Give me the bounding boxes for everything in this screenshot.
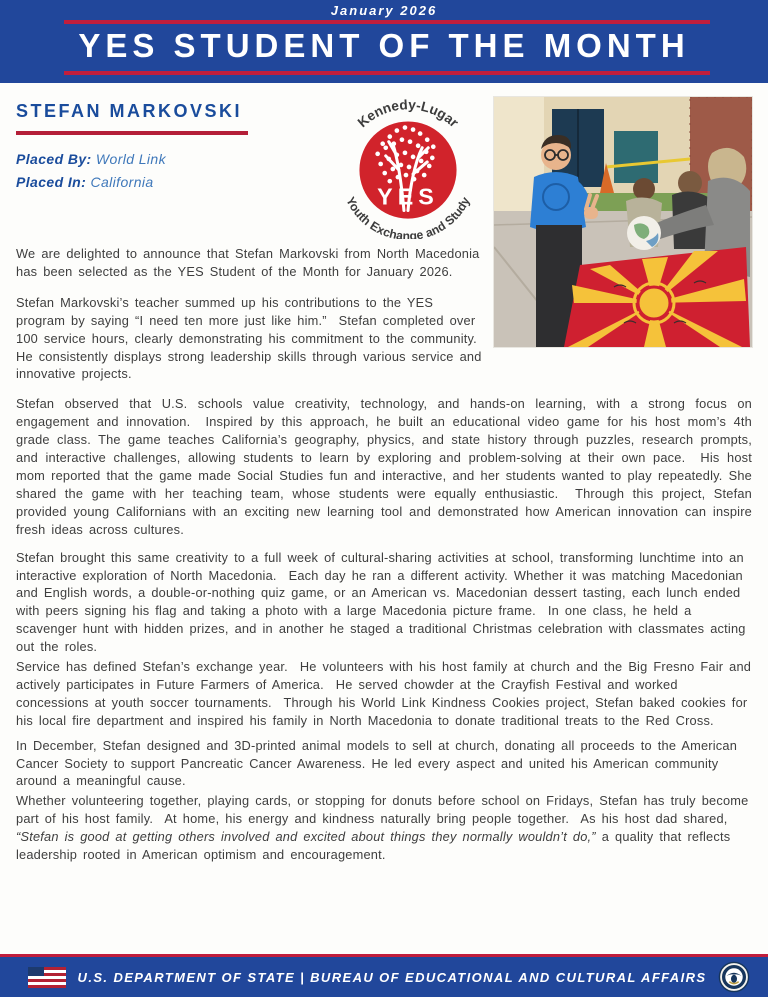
student-photo [494, 97, 752, 347]
department-of-state-seal-icon [718, 961, 750, 993]
header-rule-top [64, 20, 710, 24]
footer-agency-text: U.S. DEPARTMENT OF STATE | BUREAU OF EDUCATIONAL AND CULTURAL AFFAIRS [77, 969, 707, 985]
paragraph-service: Service has defined Stefan’s exchange year. He volunteers with his host family at church and the Big Fresno Fair and actively participates in Future Farmers of America. He served chowder at the Crayfish Festival and worked concessions at youth soccer tournaments. Through his World Link Kindness Cookies project, Stefan baked cookies for his local fire department and inspired his family in North Macedonia to donate traditional treats to the Red Cross. [16, 659, 758, 728]
paragraph-announcement: We are delighted to announce that Stefan Markovski from North Macedonia has been selected as the YES Student of the Month for January 2026. [16, 246, 486, 279]
us-flag-icon [28, 967, 66, 988]
placed-by-label: Placed By: [16, 151, 92, 167]
student-name: STEFAN MARKOVSKI [16, 101, 243, 121]
yes-logo-icon [322, 97, 494, 239]
placed-by-line [16, 151, 316, 167]
paragraph-3d-printing: In December, Stefan designed and 3D-printed animal models to sell at church, donating all proceeds to the American Cancer Society to support Pancreatic Cancer Awareness. He led every aspect and united his American community around a meaningful cause. [16, 737, 744, 789]
logo-top-arc-text: Kennedy-Lugar [354, 97, 462, 131]
footer-bar [0, 957, 768, 997]
placed-in-value: California [90, 174, 154, 190]
student-info-block [16, 97, 316, 197]
paragraph-host-family [16, 792, 755, 864]
footer [0, 954, 768, 997]
placed-in-label: Placed In: [16, 174, 87, 190]
paragraph-cultural-week: Stefan brought this same creativity to a full week of cultural-sharing activities at school, transforming lunchtime into an interactive exploration of North Macedonia. Each day he ran a different activity. Whether it was matching Macedonian and English words, a double-or-nothing quiz game, or an American vs. Macedonian dessert tasting, each lunch ended with peers signing his flag and taking a photo with a large Macedonia picture frame. In one class, he held a scavenger hunt with hidden prizes, and in another he staged a traditional Christmas celebration with classmates acting out the roles. [16, 549, 752, 655]
header-rule-bottom [64, 71, 710, 75]
host-family-text-after: a quality that reflects leadership rooted in American optimism and encouragement. [16, 829, 737, 863]
paragraph-teacher-quote: Stefan Markovski’s teacher summed up his contributions to the YES program by saying “I need ten more just like him.” Stefan completed over 100 service hours, clearly demonstrating his commitment to the community. He consistently displays strong leadership skills through various service and innovative projects. [16, 294, 489, 382]
yes-program-logo [322, 97, 494, 239]
logo-bottom-arc-text: Youth Exchange and Study [343, 194, 473, 239]
masthead-banner [0, 0, 768, 83]
page-title: YES STUDENT OF THE MONTH [78, 27, 690, 64]
us-flag-canton [28, 967, 44, 976]
host-dad-quote: “Stefan is good at getting others involved and excited about things they normally wouldn’t do,” [16, 829, 596, 845]
placed-by-value: World Link [95, 151, 167, 167]
logo-yes-text: YES [377, 183, 439, 210]
student-photo-illustration [494, 97, 752, 347]
content-area [0, 83, 768, 954]
paragraph-video-game: Stefan observed that U.S. schools value creativity, technology, and hands-on learning, with a strong focus on engagement and innovation. Inspired by this approach, he built an educational video game for his host mom’s 4th grade class. The game teaches California’s geography, physics, and state history through puzzles, research prompts, and interactive challenges, allowing students to learn by exploring and problem-solving at their own pace. His host mom reported that the game made Social Studies fun and interactive, and her students wanted to play repeatedly. She shared the game with her teaching team, whose students were equally enthusiastic. Through this project, Stefan provided young Californians with an exciting new learning tool and demonstrated how American innovation can inspire fresh ideas across cultures. [16, 396, 758, 537]
name-underline-rule [16, 131, 248, 135]
host-family-text-before: Whether volunteering together, playing cards, or stopping for donuts before school on Fridays, Stefan has truly become part of his host family. At home, his energy and kindness naturally bring people together. As his host dad shared, [16, 793, 755, 827]
issue-date: January 2026 [330, 3, 438, 18]
placed-in-line [16, 174, 316, 190]
